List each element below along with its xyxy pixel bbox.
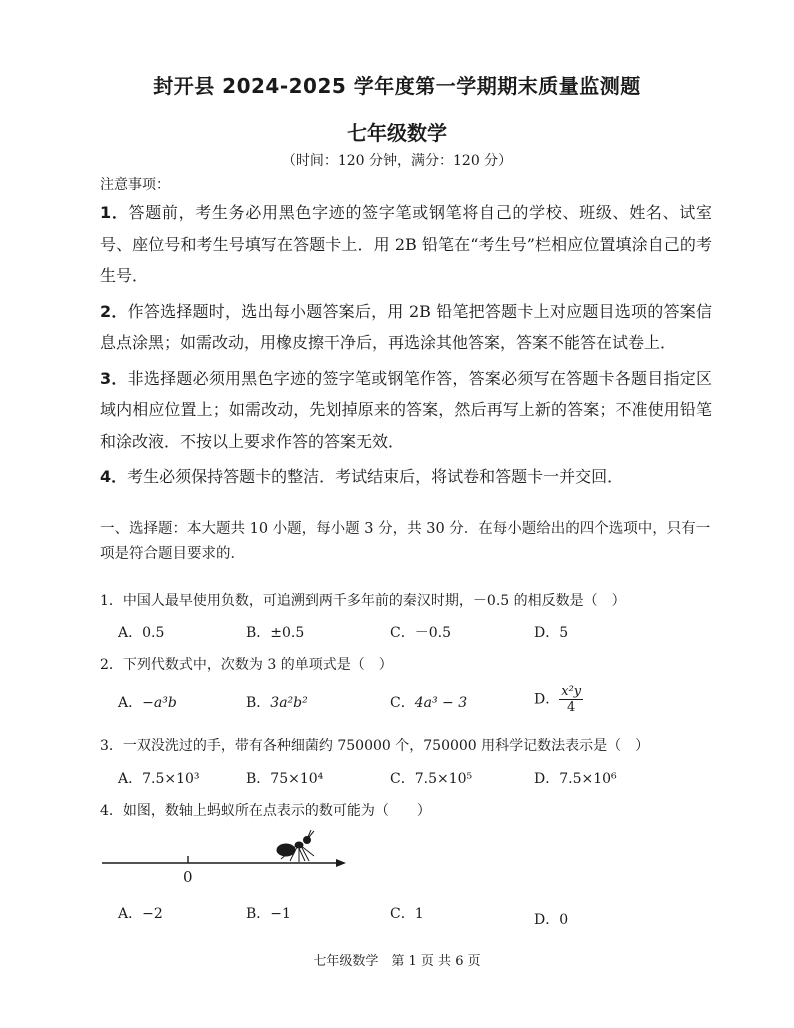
option-b: B．±0.5 bbox=[246, 625, 305, 641]
number-line-figure bbox=[100, 828, 360, 888]
option-expression: 3a²b² bbox=[270, 695, 308, 711]
number-line-arrow bbox=[336, 859, 346, 867]
option-label: A． bbox=[118, 695, 143, 711]
exam-subtitle: 七年级数学 bbox=[347, 121, 447, 145]
ant-icon bbox=[277, 830, 314, 862]
option-b: B．75×10⁴ bbox=[246, 771, 324, 787]
notice-text: 作答选择题时，选出每小题答案后，用 2B 铅笔把答题卡上对应题目选项的答案信息点涂黑；如需改动，用橡皮擦干净后，再选涂其他答案，答案不能答在试卷上． bbox=[100, 301, 712, 352]
question-2-stem: 2．下列代数式中，次数为 3 的单项式是（ ） bbox=[100, 657, 393, 673]
exam-title: 封开县 2024-2025 学年度第一学期期末质量监测题 bbox=[153, 74, 641, 98]
question-1-stem: 1．中国人最早使用负数，可追溯到两千多年前的秦汉时期，－0.5 的相反数是（ ） bbox=[100, 593, 626, 609]
notice-item bbox=[100, 197, 712, 292]
fraction bbox=[559, 684, 583, 715]
option-c: C．7.5×10⁵ bbox=[390, 771, 473, 787]
option-c: C．1 bbox=[390, 906, 424, 922]
option-a: A．7.5×10³ bbox=[118, 771, 200, 787]
option-label: D． bbox=[534, 691, 560, 708]
option-c bbox=[390, 692, 467, 712]
fraction-numerator: x²y bbox=[561, 684, 582, 699]
option-a: A．−2 bbox=[118, 906, 163, 922]
notice-item bbox=[100, 461, 712, 493]
notice-number: 1． bbox=[100, 203, 129, 222]
page-footer: 七年级数学 第 1 页 共 6 页 bbox=[313, 954, 481, 969]
notice-item bbox=[100, 363, 712, 458]
notice-number: 4． bbox=[100, 467, 128, 486]
zero-label: 0 bbox=[183, 868, 193, 886]
option-d: D．7.5×10⁶ bbox=[534, 771, 617, 787]
option-d bbox=[534, 684, 583, 715]
notice-item bbox=[100, 296, 712, 359]
option-a bbox=[118, 692, 177, 712]
option-expression: 4a³ − 3 bbox=[414, 695, 468, 711]
question-4-stem: 4．如图，数轴上蚂蚁所在点表示的数可能为（ ） bbox=[100, 803, 431, 819]
option-b: B．−1 bbox=[246, 906, 291, 922]
question-3-stem: 3．一双没洗过的手，带有各种细菌约 750000 个，750000 用科学记数法表示是（ ） bbox=[100, 738, 650, 754]
option-label: C． bbox=[390, 695, 415, 711]
option-expression: −a³b bbox=[142, 695, 177, 711]
notice-number: 3． bbox=[100, 368, 128, 388]
option-d: D．5 bbox=[534, 625, 569, 641]
notice-list bbox=[100, 197, 712, 497]
option-c: C．－0.5 bbox=[390, 625, 451, 641]
option-a: A．0.5 bbox=[118, 625, 165, 641]
option-label: B． bbox=[246, 695, 271, 711]
section-intro: 一、选择题：本大题共 10 小题，每小题 3 分，共 30 分．在每小题给出的四个选项中，只有一项是符合题目要求的． bbox=[100, 521, 711, 562]
fraction-denominator: 4 bbox=[567, 700, 576, 715]
option-d: D．0 bbox=[534, 912, 569, 928]
time-info: （时间：120 分钟，满分：120 分） bbox=[281, 153, 513, 169]
notice-heading: 注意事项： bbox=[100, 177, 170, 193]
notice-number: 2． bbox=[100, 301, 128, 321]
notice-text: 答题前，考生务必用黑色字迹的签字笔或钢笔将自己的学校、班级、姓名、试室号、座位号和考生号填写在答题卡上．用 2B 铅笔在“考生号”栏相应位置填涂自己的考生号． bbox=[100, 203, 712, 285]
option-b bbox=[246, 692, 308, 712]
notice-text: 非选择题必须用黑色字迹的签字笔或钢笔作答，答案必须写在答题卡各题目指定区域内相应位置上；如需改动，先划掉原来的答案，然后再写上新的答案；不准使用铅笔和涂改液．不按以上要求作答的答案无效． bbox=[100, 368, 712, 451]
notice-text: 考生必须保持答题卡的整洁．考试结束后，将试卷和答题卡一并交回． bbox=[127, 467, 624, 486]
